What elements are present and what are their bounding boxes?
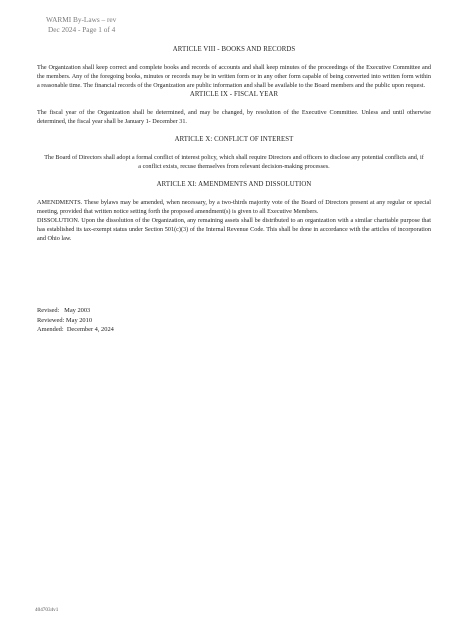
header-page-info: Dec 2024 - Page 1 of 4 xyxy=(48,25,116,34)
article-10-body: The Board of Directors shall adopt a formal conflict of interest policy, which shall require Directors and officers to disclose any potential conflicts and, if a conflict exists, recuse themselves from relevant decision-making processes. xyxy=(44,154,424,170)
article-9-heading: ARTICLE IX - FISCAL YEAR xyxy=(189,91,279,98)
reviewed-date: Reviewed: May 2010 xyxy=(37,316,93,324)
revised-date: Revised: May 2003 xyxy=(37,307,91,314)
article-8-heading: ARTICLE VIII - BOOKS AND RECORDS xyxy=(172,46,296,53)
revision-history xyxy=(37,306,114,335)
article-10-heading: ARTICLE X: CONFLICT OF INTEREST xyxy=(174,136,294,143)
header-title: WARMI By-Laws – rev xyxy=(46,15,117,24)
document-body xyxy=(37,45,431,243)
article-11-heading: ARTICLE XI: AMENDMENTS AND DISSOLUTION xyxy=(156,181,312,188)
article-11-dissolution: DISSOLUTION. Upon the dissolution of the Organization, any remaining assets shall be distributed to an organization with a similar charitable purpose that has established its tax-exempt status under Section 501(c)(3) of the Internal Revenue Code. This shall be done in accordance with the articles of incorporation and Ohio law. xyxy=(37,217,431,242)
article-8-body: The Organization shall keep correct and complete books and records of accounts and shall keep minutes of the proceedings of the Executive Committee and the members. Any of the foregoing books, minutes or records may be in written form or in any other form capable of being converted into written form within a reasonable time. The financial records of the Organization are public information and shall be available to the Board members and the public upon request. xyxy=(37,64,431,89)
document-id: 4047034v1 xyxy=(35,607,59,613)
article-9-body: The fiscal year of the Organization shall be determined, and may be changed, by resolution of the Executive Committee. Unless and until otherwise determined, the fiscal year shall be January 1- December 31. xyxy=(37,109,431,125)
amended-date: Amended: December 4, 2024 xyxy=(37,326,114,333)
page-header xyxy=(46,15,116,35)
article-11-amendments: AMENDMENTS. These bylaws may be amended, when necessary, by a two-thirds majority vote of the Board of Directors present at any regular or special meeting, provided that written notice setting forth the proposed amendment(s) is given to all Executive Members. xyxy=(37,199,431,215)
